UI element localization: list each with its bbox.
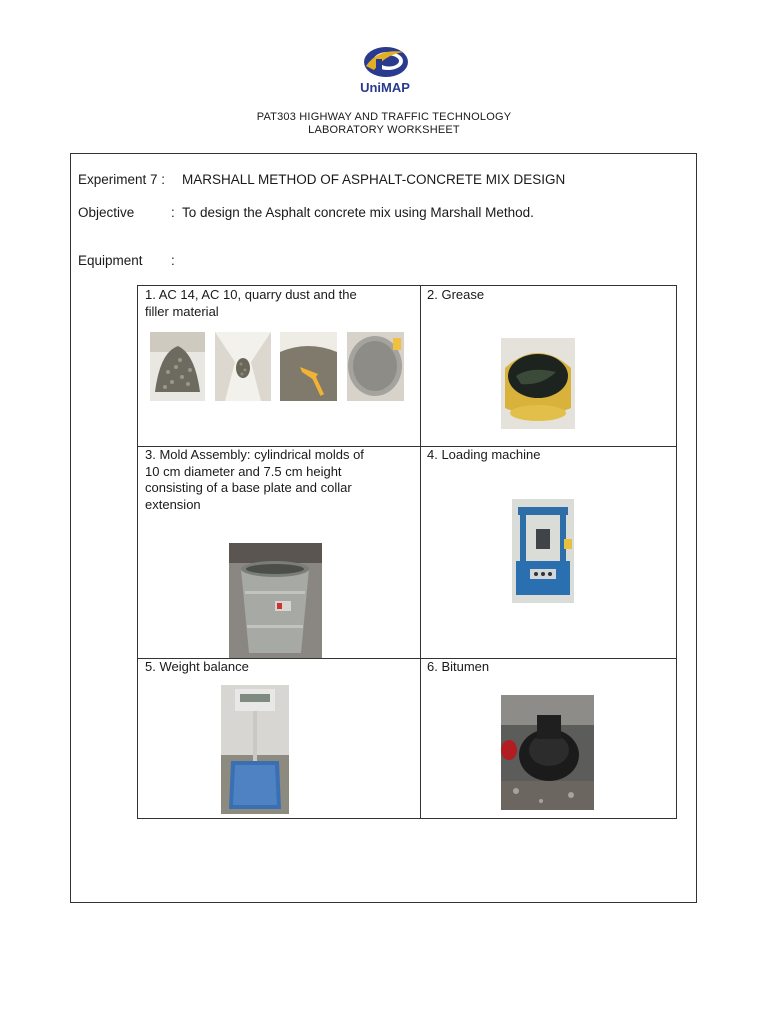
photo-bitumen bbox=[501, 695, 594, 810]
equipment-item-4: 4. Loading machine bbox=[427, 447, 541, 462]
equipment-item-3: 3. Mold Assembly: cylindrical molds of 10 cm diameter and 7.5 cm height consisting of a base plate and collar extension bbox=[145, 447, 364, 512]
equipment-item-5: 5. Weight balance bbox=[145, 659, 249, 674]
photo-grease bbox=[501, 338, 575, 429]
equipment-item-1: 1. AC 14, AC 10, quarry dust and the filler material bbox=[145, 287, 357, 319]
objective-colon: : bbox=[171, 205, 175, 220]
objective-text: To design the Asphalt concrete mix using Marshall Method. bbox=[182, 205, 534, 220]
logo-text: UniMAP bbox=[360, 80, 410, 95]
experiment-label: Experiment 7 : bbox=[78, 172, 166, 187]
equipment-colon: : bbox=[171, 253, 175, 268]
equipment-table bbox=[137, 285, 677, 819]
objective-label: Objective bbox=[78, 205, 135, 220]
experiment-title: MARSHALL METHOD OF ASPHALT-CONCRETE MIX DESIGN bbox=[182, 172, 566, 187]
table-divider-vertical bbox=[420, 286, 421, 818]
course-title: PAT303 HIGHWAY AND TRAFFIC TECHNOLOGY bbox=[256, 111, 512, 123]
university-logo bbox=[356, 42, 414, 98]
photo-loading-machine bbox=[512, 499, 574, 603]
equipment-item-6: 6. Bitumen bbox=[427, 659, 490, 674]
equipment-label: Equipment bbox=[78, 253, 143, 268]
photo-ac14-aggregate bbox=[150, 332, 205, 401]
photo-quarry-dust bbox=[280, 332, 337, 401]
worksheet-title: LABORATORY WORKSHEET bbox=[308, 124, 460, 136]
photo-ac10-aggregate bbox=[215, 332, 271, 401]
equipment-item-2: 2. Grease bbox=[427, 287, 485, 302]
photo-filler-material bbox=[347, 332, 404, 401]
photo-weight-balance bbox=[221, 685, 289, 814]
photo-mold-assembly bbox=[229, 543, 322, 658]
